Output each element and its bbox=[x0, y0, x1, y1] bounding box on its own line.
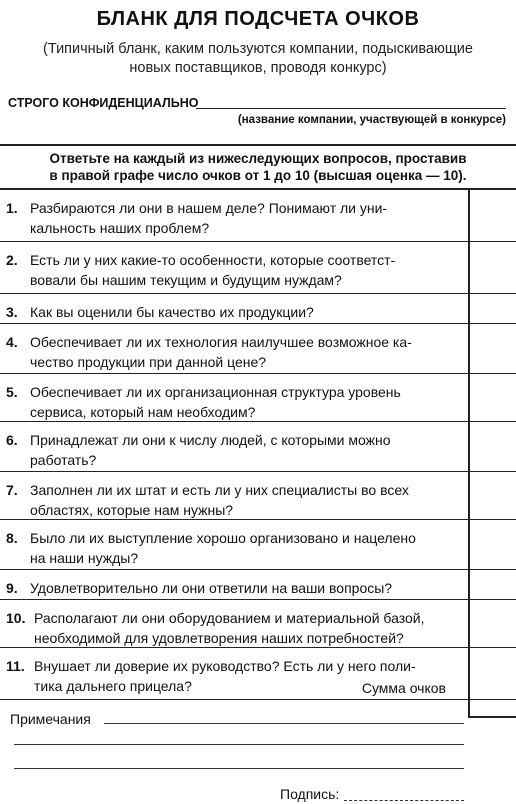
question-text-line-1: Обеспечивает ли их организационная структура уровень bbox=[30, 384, 401, 400]
signature-label: Подпись: bbox=[280, 786, 340, 802]
question-row bbox=[0, 190, 468, 242]
question-text bbox=[30, 430, 460, 470]
question-text bbox=[30, 250, 460, 290]
score-cell[interactable] bbox=[470, 520, 516, 570]
score-sum-bottom-border bbox=[468, 716, 516, 718]
question-text-line-2: вовали бы нашим текущим и будущим нуждам? bbox=[30, 272, 342, 288]
notes-label: Примечания bbox=[10, 711, 91, 727]
question-text-line-1: Разбираются ли они в нашем деле? Понимают ли уни- bbox=[30, 200, 388, 216]
question-text bbox=[30, 302, 460, 322]
question-text-line-1: Удовлетворительно ли они ответили на ваши вопросы? bbox=[30, 580, 393, 596]
question-number: 8. bbox=[6, 530, 18, 546]
question-number: 4. bbox=[6, 334, 18, 350]
question-text-line-1: Обеспечивает ли их технология наилучшее возможное ка- bbox=[30, 334, 412, 350]
question-number: 6. bbox=[6, 432, 18, 448]
question-text-line-1: Принадлежат ли они к числу людей, с которыми можно bbox=[30, 432, 391, 448]
question-row bbox=[0, 374, 468, 422]
question-row bbox=[0, 570, 468, 600]
question-text-line-2: тика дальнего прицела? bbox=[34, 678, 192, 694]
form-title: БЛАНК ДЛЯ ПОДСЧЕТА ОЧКОВ bbox=[96, 8, 420, 30]
question-text-line-1: Как вы оценили бы качество их продукции? bbox=[30, 304, 314, 320]
question-text-line-1: Заполнен ли их штат и есть ли у них специалисты во всех bbox=[30, 482, 409, 498]
question-text-line-2: кальность наших проблем? bbox=[30, 220, 210, 236]
question-number: 3. bbox=[6, 304, 18, 320]
score-cell[interactable] bbox=[470, 242, 516, 294]
question-text-line-1: Внушает ли доверие их руководство? Есть ли у него поли- bbox=[34, 658, 416, 674]
score-cell[interactable] bbox=[470, 324, 516, 374]
question-text-line-2: областях, которые нам нужны? bbox=[30, 502, 234, 518]
score-sum-label: Сумма очков bbox=[361, 680, 446, 696]
signature-line[interactable] bbox=[344, 800, 464, 801]
form-subtitle bbox=[10, 40, 506, 78]
notes-line-2[interactable] bbox=[14, 744, 464, 745]
question-number: 2. bbox=[6, 252, 18, 268]
question-number: 5. bbox=[6, 384, 18, 400]
question-row bbox=[0, 324, 468, 374]
question-number: 9. bbox=[6, 580, 18, 596]
question-text-line-2: работать? bbox=[30, 452, 97, 468]
question-text-line-1: Располагают ли они оборудованием и материальной базой, bbox=[34, 610, 425, 626]
score-cell[interactable] bbox=[470, 472, 516, 520]
question-number: 1. bbox=[6, 200, 18, 216]
question-number: 10. bbox=[6, 610, 26, 626]
subtitle-line-1: (Типичный бланк, каким пользуются компании, подыскивающие bbox=[43, 41, 473, 57]
question-number: 7. bbox=[6, 482, 18, 498]
score-cell[interactable] bbox=[470, 422, 516, 472]
score-cell[interactable] bbox=[470, 294, 516, 324]
question-text-line-2: на наши нужды? bbox=[30, 550, 139, 566]
instructions-line-2: в правой графе число очков от 1 до 10 (высшая оценка — 10). bbox=[49, 168, 467, 183]
question-row bbox=[0, 600, 468, 648]
question-text bbox=[30, 198, 460, 238]
instructions-line-1: Ответьте на каждый из нижеследующих вопросов, проставив bbox=[49, 151, 467, 166]
score-cell[interactable] bbox=[470, 190, 516, 242]
confidential-label: СТРОГО КОНФИДЕНЦИАЛЬНО bbox=[8, 96, 199, 110]
notes-line-3[interactable] bbox=[14, 768, 464, 769]
question-text bbox=[30, 480, 460, 520]
question-text-line-2: чество продукции при данной цене? bbox=[30, 354, 267, 370]
score-cell[interactable] bbox=[470, 600, 516, 648]
question-text bbox=[30, 382, 460, 422]
company-name-line[interactable] bbox=[196, 108, 506, 109]
question-row bbox=[0, 294, 468, 324]
question-text-line-2: сервиса, который нам необходим? bbox=[30, 404, 256, 420]
score-cell[interactable] bbox=[470, 374, 516, 422]
question-text bbox=[30, 332, 460, 372]
question-number: 11. bbox=[6, 658, 25, 674]
question-text-line-1: Есть ли у них какие-то особенности, которые соответст- bbox=[30, 252, 396, 268]
question-text bbox=[34, 608, 464, 648]
subtitle-line-2: новых поставщиков, проводя конкурс) bbox=[129, 60, 387, 76]
question-text bbox=[30, 578, 460, 598]
question-text-line-2: необходимой для удовлетворения наших потребностей? bbox=[34, 630, 404, 646]
company-name-caption: (название компании, участвующей в конкурсе) bbox=[237, 114, 506, 126]
instructions-text bbox=[0, 150, 516, 184]
question-text-line-1: Было ли их выступление хорошо организовано и нацелено bbox=[30, 530, 416, 546]
notes-line-1[interactable] bbox=[104, 723, 464, 724]
question-text bbox=[30, 528, 460, 568]
question-row bbox=[0, 242, 468, 294]
score-cell[interactable] bbox=[470, 570, 516, 600]
question-row bbox=[0, 422, 468, 472]
question-row bbox=[0, 472, 468, 520]
score-cell[interactable] bbox=[470, 648, 516, 700]
question-row bbox=[0, 520, 468, 570]
